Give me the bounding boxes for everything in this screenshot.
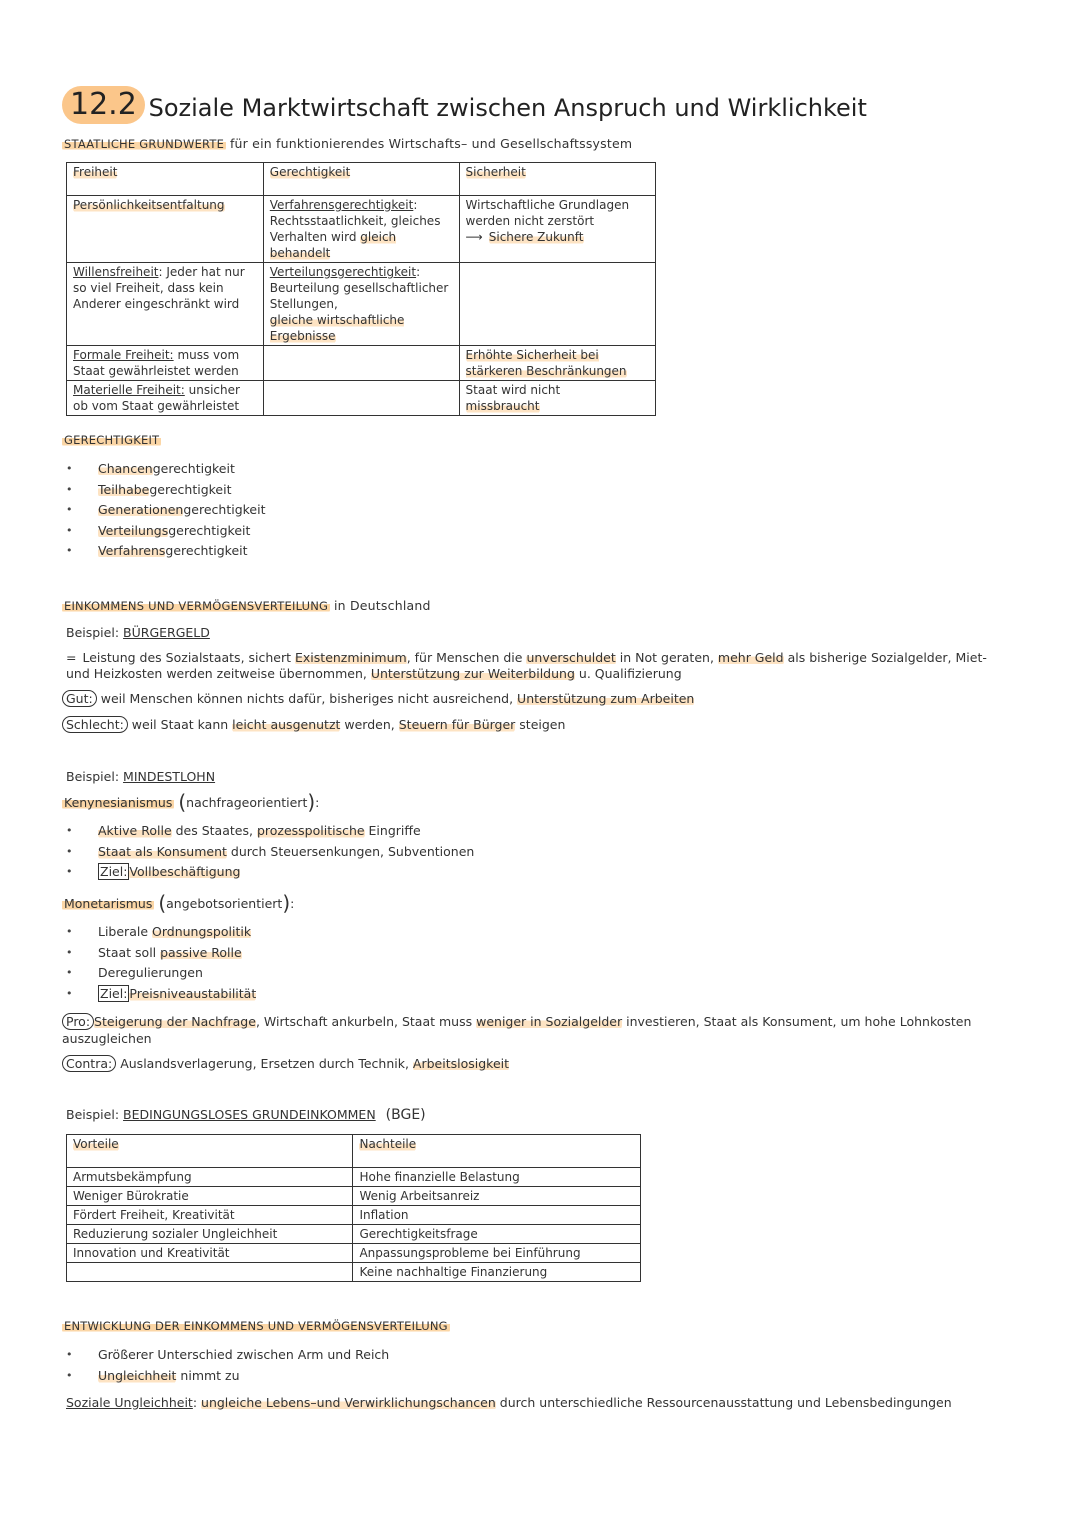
bge-example: Beispiel: BEDINGUNGSLOSES GRUNDEINKOMMEN (BGE) <box>66 1107 426 1123</box>
gut-label: Gut: <box>62 690 97 707</box>
monetarismus-heading: Monetarismus (angebotsorientiert): <box>64 891 295 915</box>
list-item: • Verfahrensgerechtigkeit <box>66 541 266 562</box>
list-item: • Deregulierungen <box>66 963 256 984</box>
title-text: Soziale Marktwirtschaft zwischen Anspruch und Wirklichkeit <box>148 94 867 122</box>
table-row: Keine nachhaltige Finanzierung <box>67 1263 641 1282</box>
list-item: • Ziel: Preisniveaustabilität <box>66 984 256 1005</box>
buergergeld-example: Beispiel: BÜRGERGELD <box>66 625 210 640</box>
table-row: Fördert Freiheit, Kreativität Inflation <box>67 1206 641 1225</box>
entwicklung-heading: ENTWICKLUNG DER EINKOMMENS UND VERMÖGENSVERTEILUNG <box>64 1319 448 1333</box>
table-row: Persönlichkeitsentfaltung Verfahrensgerechtigkeit: Rechtsstaatlichkeit, gleiches Verhalten wird gleich behandelt Wirtschaftliche Grundlagen werden nicht zerstört ⟶ Sichere Zukunft <box>67 196 656 263</box>
table-row: Materielle Freiheit: unsicher ob vom Staat gewährleistet Staat wird nicht missbraucht <box>67 381 656 416</box>
arrow-icon: ⟶ <box>465 230 483 244</box>
buergergeld-definition: = Leistung des Sozialstaats, sichert Existenzminimum, für Menschen die unverschuldet in Not geraten, mehr Geld als bisherige Sozialgelder, Miet- und Heizkosten werden zeitweise übernommen, Unterstützung zur Weiterbildung u. Qualifizierung <box>66 650 987 681</box>
header-freiheit: Freiheit <box>73 165 118 179</box>
header-sicherheit: Sicherheit <box>465 165 526 179</box>
soziale-ungleichheit-definition: Soziale Ungleichheit: ungleiche Lebens–und Verwirklichungschancen durch unterschiedliche Ressourcenausstattung und Lebensbedingungen <box>66 1395 952 1410</box>
table-row: Innovation und Kreativität Anpassungsprobleme bei Einführung <box>67 1244 641 1263</box>
entwicklung-list <box>66 1345 389 1386</box>
list-item: • Größerer Unterschied zwischen Arm und Reich <box>66 1345 389 1366</box>
list-item: • Chancengerechtigkeit <box>66 459 266 480</box>
mindestlohn-example: Beispiel: MINDESTLOHN <box>66 769 216 784</box>
list-item: • Liberale Ordnungspolitik <box>66 922 256 943</box>
table-row: Willensfreiheit: Jeder hat nur so viel Freiheit, dass kein Anderer eingeschränkt wird Verteilungsgerechtigkeit: Beurteilung gesellschaftlicher Stellungen, gleiche wirtschaftliche Ergebnisse <box>67 263 656 346</box>
table-header-row <box>67 163 656 196</box>
einkommen-heading: EINKOMMENS UND VERMÖGENSVERTEILUNG in Deutschland <box>64 598 431 613</box>
schlecht-label: Schlecht: <box>62 716 128 733</box>
keynesianismus-heading: Kenynesianismus (nachfrageorientiert): <box>64 790 320 814</box>
keynesianismus-list <box>66 821 474 883</box>
schlecht-line: Schlecht: weil Staat kann leicht ausgenutzt werden, Steuern für Bürger steigen <box>62 717 565 732</box>
list-item: • Ungleichheit nimmt zu <box>66 1366 389 1387</box>
gerechtigkeit-list <box>66 459 266 562</box>
header-gerechtigkeit: Gerechtigkeit <box>269 165 351 179</box>
gerechtigkeit-heading: GERECHTIGKEIT <box>64 433 160 447</box>
monetarismus-list <box>66 922 256 1004</box>
page-title <box>62 86 867 124</box>
pro-label: Pro: <box>62 1013 94 1030</box>
table-row: Reduzierung sozialer Ungleichheit Gerechtigkeitsfrage <box>67 1225 641 1244</box>
bge-table <box>66 1134 641 1282</box>
gut-line: Gut: weil Menschen können nichts dafür, bisheriges nicht ausreichend, Unterstützung zum Arbeiten <box>62 691 694 706</box>
header-nachteile: Nachteile <box>359 1137 417 1151</box>
list-item: • Verteilungsgerechtigkeit <box>66 521 266 542</box>
contra-label: Contra: <box>62 1055 116 1072</box>
list-item: • Aktive Rolle des Staates, prozesspolitische Eingriffe <box>66 821 474 842</box>
grundwerte-heading: STAATLICHE GRUNDWERTE für ein funktionierendes Wirtschafts– und Gesellschaftssystem <box>64 136 633 151</box>
table-row: Armutsbekämpfung Hohe finanzielle Belastung <box>67 1168 641 1187</box>
table-header-row <box>67 1135 641 1168</box>
contra-line: Contra: Auslandsverlagerung, Ersetzen durch Technik, Arbeitslosigkeit <box>62 1056 509 1071</box>
grundwerte-table <box>66 162 656 416</box>
list-item: • Staat soll passive Rolle <box>66 943 256 964</box>
chapter-number: 12.2 <box>62 86 145 124</box>
list-item: • Ziel: Vollbeschäftigung <box>66 862 474 883</box>
table-row: Weniger Bürokratie Wenig Arbeitsanreiz <box>67 1187 641 1206</box>
table-row: Formale Freiheit: muss vom Staat gewährleistet werden Erhöhte Sicherheit bei stärkeren Beschränkungen <box>67 346 656 381</box>
pro-line: Pro: Steigerung der Nachfrage, Wirtschaft ankurbeln, Staat muss weniger in Sozialgelder investieren, Staat als Konsument, um hohe Lohnkosten auszugleichen <box>62 1014 972 1046</box>
list-item: • Generationengerechtigkeit <box>66 500 266 521</box>
list-item: • Staat als Konsument durch Steuersenkungen, Subventionen <box>66 842 474 863</box>
header-vorteile: Vorteile <box>73 1137 119 1151</box>
list-item: • Teilhabegerechtigkeit <box>66 480 266 501</box>
